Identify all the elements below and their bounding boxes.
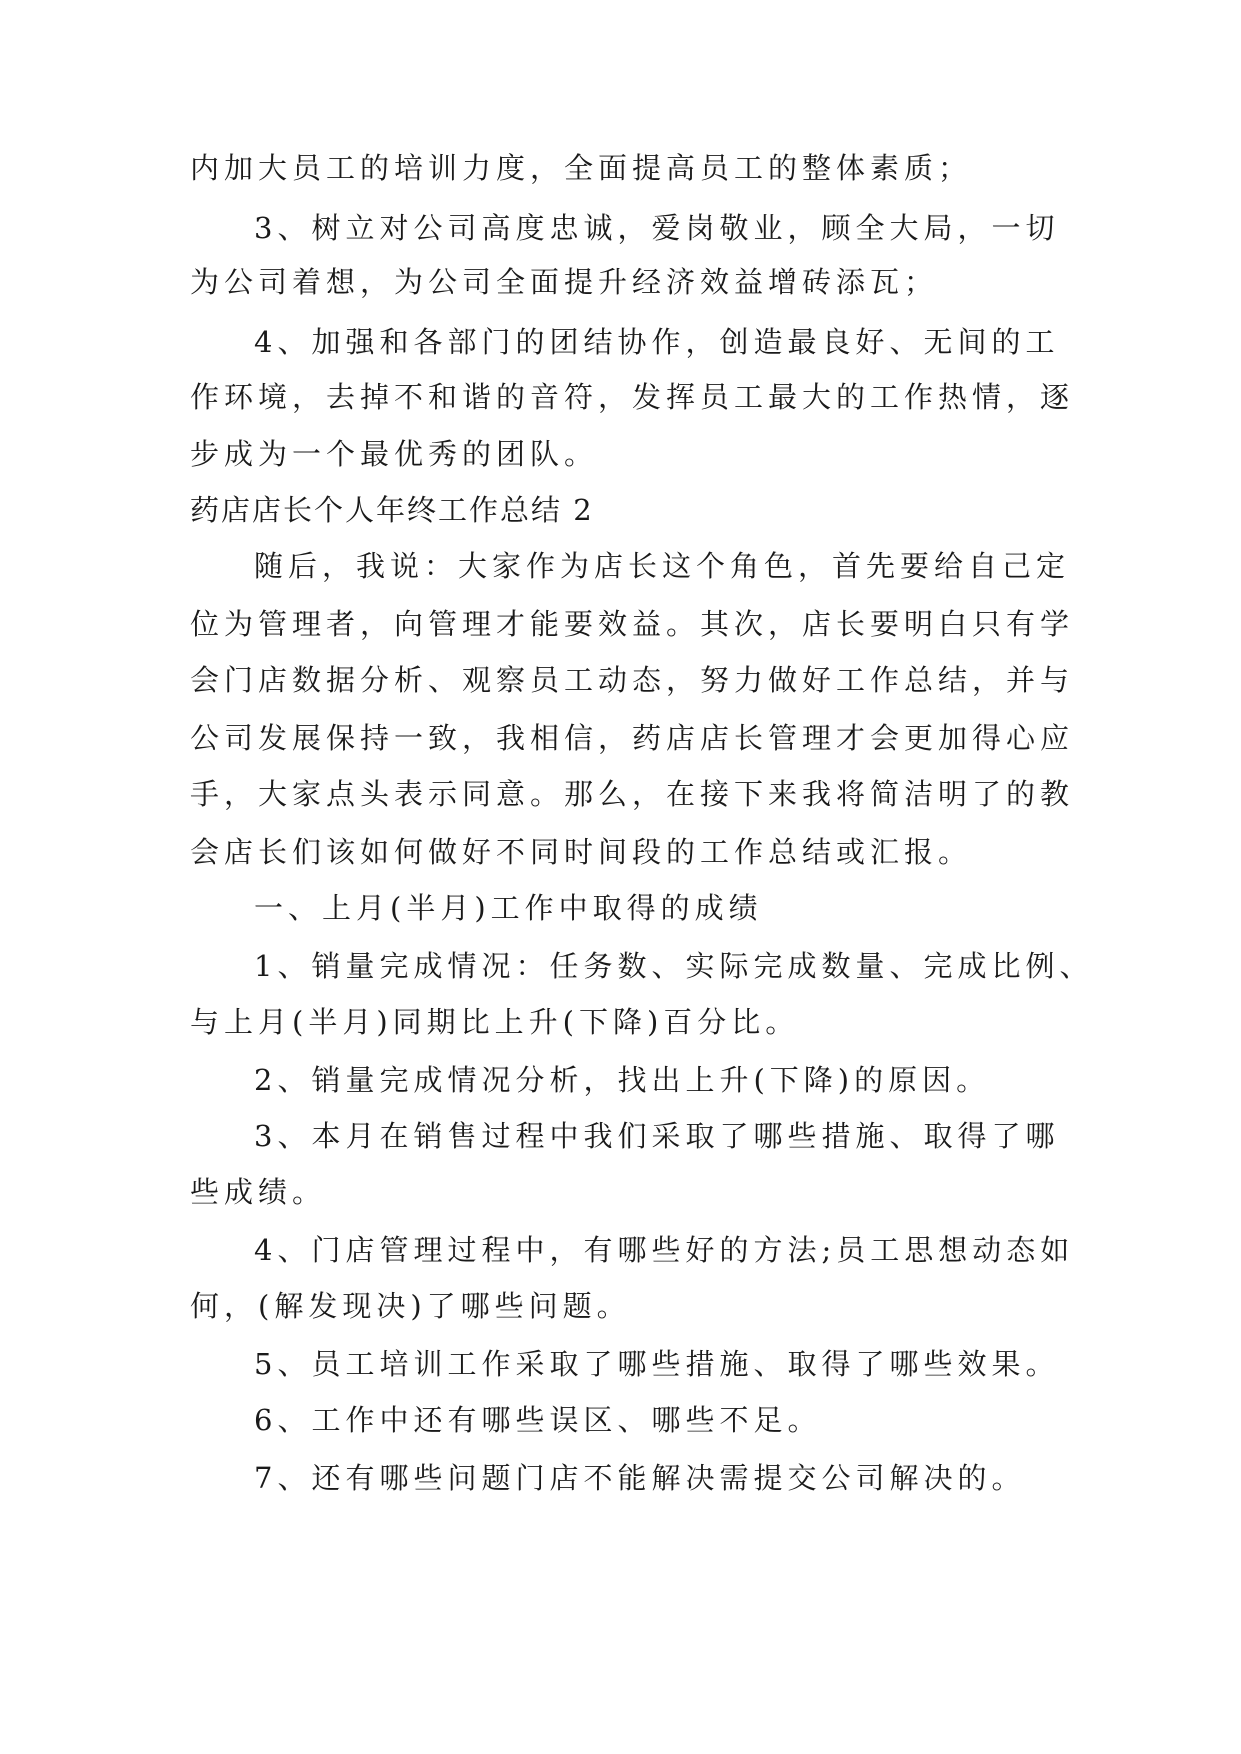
intro-line-5: 手，大家点头表示同意。那么，在接下来我将简洁明了的教	[190, 777, 1075, 811]
item-5: 5、员工培训工作采取了哪些措施、取得了哪些效果。	[254, 1347, 1060, 1381]
item-4-line-1: 4、门店管理过程中，有哪些好的方法;员工思想动态如	[254, 1233, 1075, 1267]
item-4-line-2: 何，(解发现决)了哪些问题。	[190, 1289, 631, 1323]
item-3-line-2: 些成绩。	[190, 1175, 327, 1209]
list-item-4-line-2: 作环境，去掉不和谐的音符，发挥员工最大的工作热情，逐	[190, 380, 1075, 414]
list-item-4-line-3: 步成为一个最优秀的团队。	[190, 437, 599, 471]
list-item-3-line-1: 3、树立对公司高度忠诚，爱岗敬业，顾全大局，一切	[254, 211, 1060, 245]
intro-line-2: 位为管理者，向管理才能要效益。其次，店长要明白只有学	[190, 607, 1075, 641]
item-6: 6、工作中还有哪些误区、哪些不足。	[254, 1403, 822, 1437]
item-2: 2、销量完成情况分析，找出上升(下降)的原因。	[254, 1063, 991, 1097]
item-1-line-1: 1、销量完成情况：任务数、实际完成数量、完成比例、	[254, 949, 1094, 983]
subheading: 一、上月(半月)工作中取得的成绩	[254, 891, 763, 925]
intro-line-6: 会店长们该如何做好不同时间段的工作总结或汇报。	[190, 835, 973, 869]
list-item-4-line-1: 4、加强和各部门的团结协作，创造最良好、无间的工	[254, 325, 1060, 359]
list-item-3-line-2: 为公司着想，为公司全面提升经济效益增砖添瓦；	[190, 265, 939, 299]
intro-line-3: 会门店数据分析、观察员工动态，努力做好工作总结，并与	[190, 663, 1075, 697]
section-title: 药店店长个人年终工作总结 2	[190, 493, 594, 527]
item-3-line-1: 3、本月在销售过程中我们采取了哪些措施、取得了哪	[254, 1119, 1060, 1153]
paragraph-line: 内加大员工的培训力度，全面提高员工的整体素质；	[190, 151, 973, 185]
intro-line-4: 公司发展保持一致，我相信，药店店长管理才会更加得心应	[190, 721, 1075, 755]
item-1-line-2: 与上月(半月)同期比上升(下降)百分比。	[190, 1005, 800, 1039]
item-7: 7、还有哪些问题门店不能解决需提交公司解决的。	[254, 1461, 1026, 1495]
intro-line-1: 随后，我说：大家作为店长这个角色，首先要给自己定	[254, 549, 1071, 583]
